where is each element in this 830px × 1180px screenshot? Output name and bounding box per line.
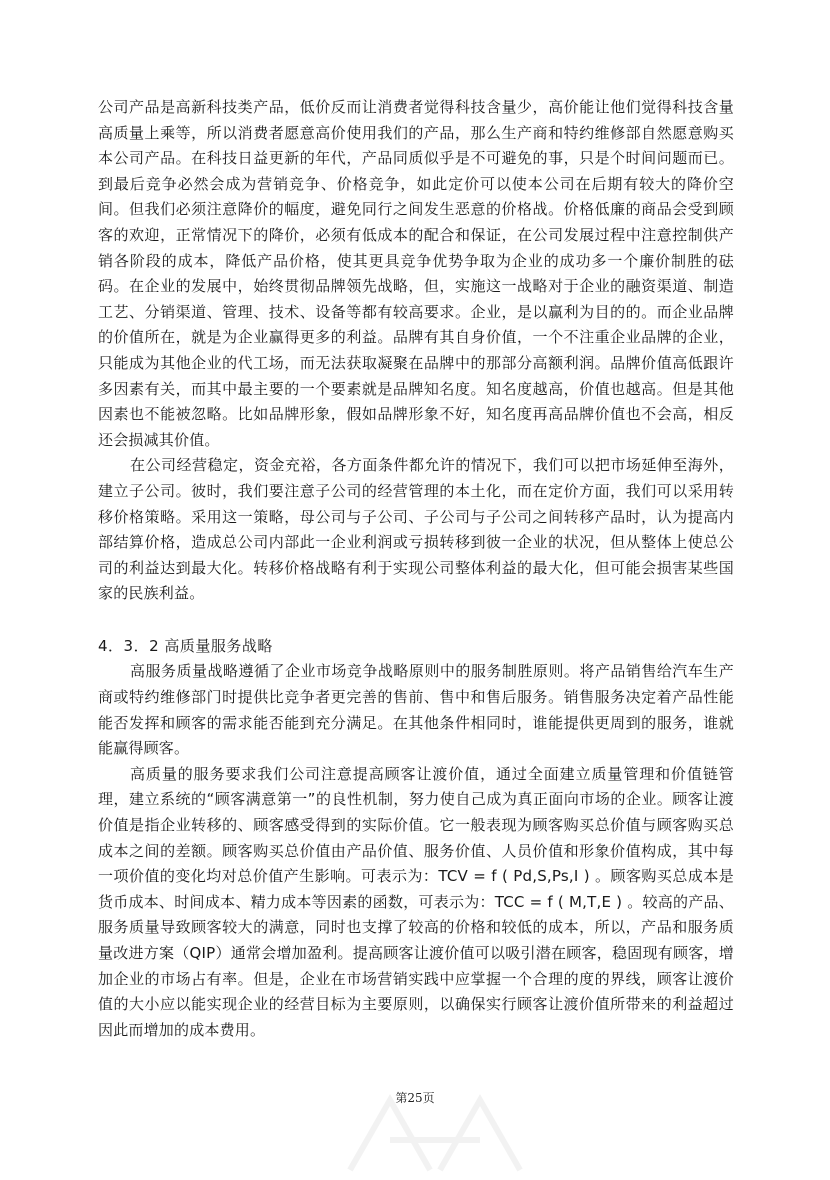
body-paragraph-1: 公司产品是高新科技类产品，低价反而让消费者觉得科技含量少，高价能让他们觉得科技含量高质量上乘等，所以消费者愿意高价使用我们的产品，那么生产商和特约维修部自然愿意购买本公司产品。在科技日益更新的年代，产品同质似乎是不可避免的事，只是个时间问题而已。到最后竞争必然会成为营销竞争、价格竞争，如此定价可以使本公司在后期有较大的降价空间。但我们必须注意降价的幅度，避免同行之间发生恶意的价格战。价格低廉的商品会受到顾客的欢迎，正常情况下的降价，必须有低成本的配合和保证，在公司发展过程中注意控制供产销各阶段的成本，降低产品价格，使其更具竞争优势争取为企业的成功多一个廉价制胜的砝码。在企业的发展中，始终贯彻品牌领先战略，但，实施这一战略对于企业的融资渠道、制造工艺、分销渠道、管理、技术、设备等都有较高要求。企业，是以赢利为目的的。而企业品牌的价值所在，就是为企业赢得更多的利益。品牌有其自身价值，一个不注重企业品牌的企业，只能成为其他企业的代工场，而无法获取凝聚在品牌中的那部分高额利润。品牌价值高低跟许多因素有关，而其中最主要的一个要素就是品牌知名度。知名度越高，价值也越高。但是其他因素也不能被忽略。比如品牌形象，假如品牌形象不好，知名度再高品牌价值也不会高，相反还会损减其价值。 [98,98,734,449]
document-body [98,95,734,1043]
section-paragraph-1: 高服务质量战略遵循了企业市场竞争战略原则中的服务制胜原则。将产品销售给汽车生产商或特约维修部门时提供比竞争者更完善的售前、售中和售后服务。销售服务决定着产品性能能否发挥和顾客的需求能否能到充分满足。在其他条件相同时，谁能提供更周到的服务，谁就能赢得顾客。 [98,662,734,758]
section-paragraph-2: 高质量的服务要求我们公司注意提高顾客让渡价值，通过全面建立质量管理和价值链管理，建立系统的“顾客满意第一”的良性机制，努力使自己成为真正面向市场的企业。顾客让渡价值是指企业转移的、顾客感受得到的实际价值。它一般表现为顾客购买总价值与顾客购买总成本之间的差额。顾客购买总价值由产品价值、服务价值、人员价值和形象价值构成，其中每一项价值的变化均对总价值产生影响。可表示为：TCV = f ( Pd,S,Ps,I ) 。顾客购买总成本是货币成本、时间成本、精力成本等因素的函数，可表示为：TCC = f ( M,T,E ) 。较高的产品、服务质量导致顾客较大的满意，同时也支撑了较高的价格和较低的成本，所以，产品和服务质量改进方案（QIP）通常会增加盈利。提高顾客让渡价值可以吸引潜在顾客，稳固现有顾客，增加企业的市场占有率。但是，企业在市场营销实践中应掌握一个合理的度的界线，顾客让渡价值的大小应以能实现企业的经营目标为主要原则，以确保实行顾客让渡价值所带来的利益超过因此而增加的成本费用。 [98,764,734,1039]
page-number: 第25页 [395,1091,435,1105]
body-paragraph-2: 在公司经营稳定，资金充裕，各方面条件都允许的情况下，我们可以把市场延伸至海外，建立子公司。彼时，我们要注意子公司的经营管理的本土化，而在定价方面，我们可以采用转移价格策略。采用这一策略，母公司与子公司、子公司与子公司之间转移产品时，认为提高内部结算价格，造成总公司内部此一企业利润或亏损转移到彼一企业的状况，但从整体上使总公司的利益达到最大化。转移价格战略有利于实现公司整体利益的最大化，但可能会损害某些国家的民族利益。 [98,456,734,603]
section-heading: 4．3．2 高质量服务战略 [98,636,273,655]
